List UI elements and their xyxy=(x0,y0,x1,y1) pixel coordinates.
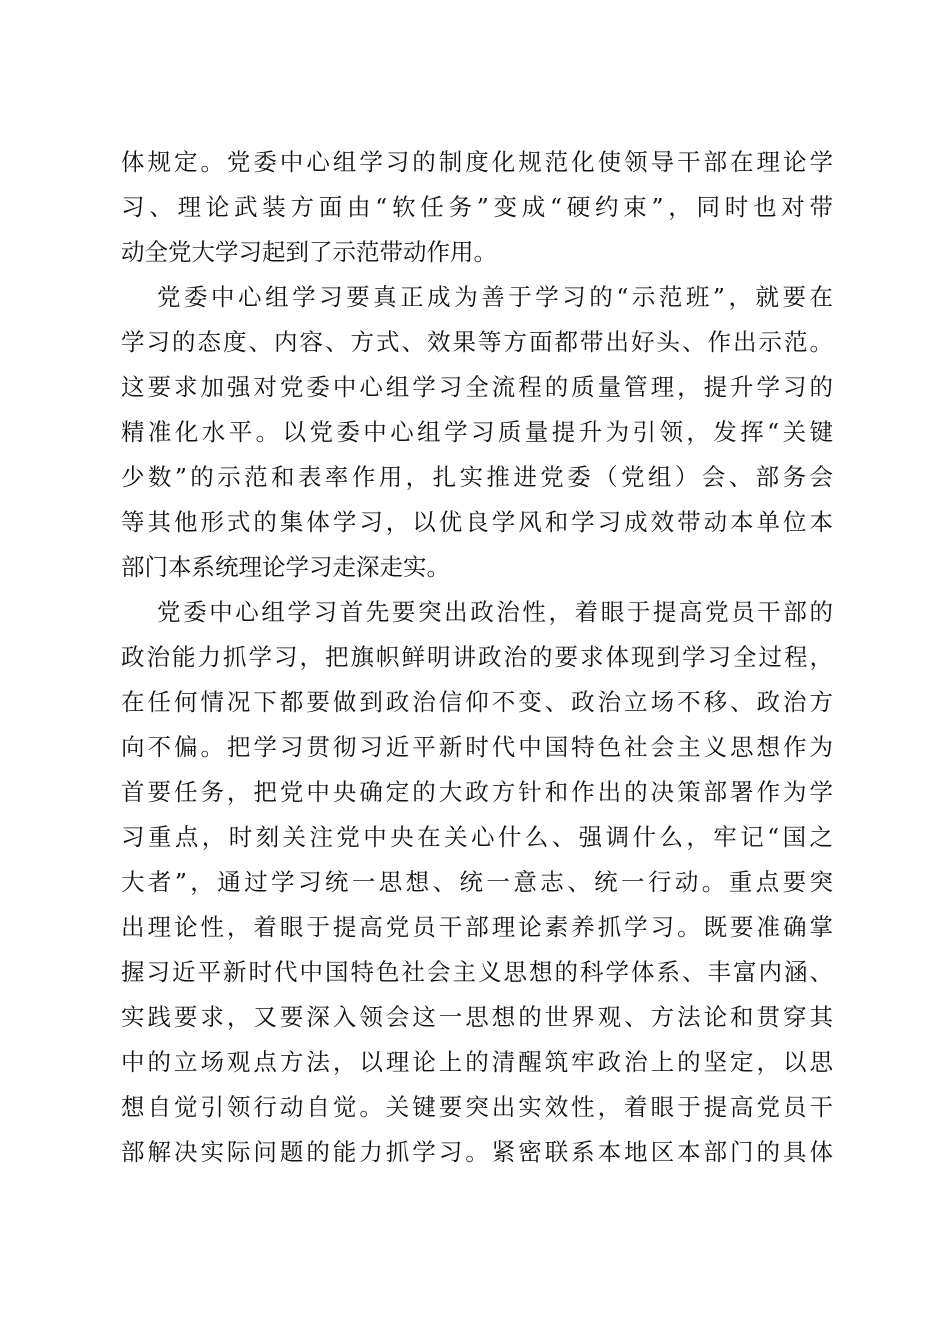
text-line: 首要任务，把党中央确定的大政方针和作出的决策部署作为学 xyxy=(121,778,833,806)
text-line: 向不偏。把学习贯彻习近平新时代中国特色社会主义思想作为 xyxy=(121,733,833,761)
text-line: 等其他形式的集体学习，以优良学风和学习成效带动本单位本 xyxy=(121,508,833,536)
paragraph xyxy=(121,140,833,275)
text-line: 党委中心组学习要真正成为善于学习的“示范班”，就要在 xyxy=(157,283,833,311)
text-line: 想自觉引领行动自觉。关键要突出实效性，着眼于提高党员干 xyxy=(121,1093,833,1121)
text-line: 部门本系统理论学习走深走实。 xyxy=(121,553,450,581)
text-line: 实践要求，又要深入领会这一思想的世界观、方法论和贯穿其 xyxy=(121,1003,833,1031)
text-line: 中的立场观点方法，以理论上的清醒筑牢政治上的坚定，以思 xyxy=(121,1048,833,1076)
text-line: 握习近平新时代中国特色社会主义思想的科学体系、丰富内涵、 xyxy=(121,958,833,986)
paragraph xyxy=(121,275,833,590)
text-line: 习重点，时刻关注党中央在关心什么、强调什么，牢记“国之 xyxy=(121,823,833,851)
text-line: 政治能力抓学习，把旗帜鲜明讲政治的要求体现到学习全过程， xyxy=(121,643,833,671)
body-text xyxy=(121,140,833,1175)
text-line: 出理论性，着眼于提高党员干部理论素养抓学习。既要准确掌 xyxy=(121,913,833,941)
text-line: 大者”，通过学习统一思想、统一意志、统一行动。重点要突 xyxy=(121,868,833,896)
text-line: 少数”的示范和表率作用，扎实推进党委（党组）会、部务会 xyxy=(121,463,833,491)
text-line: 动全党大学习起到了示范带动作用。 xyxy=(121,238,497,266)
text-line: 这要求加强对党委中心组学习全流程的质量管理，提升学习的 xyxy=(121,373,833,401)
text-line: 体规定。党委中心组学习的制度化规范化使领导干部在理论学 xyxy=(121,148,833,176)
text-line: 部解决实际问题的能力抓学习。紧密联系本地区本部门的具体 xyxy=(121,1138,833,1166)
text-line: 学习的态度、内容、方式、效果等方面都带出好头、作出示范。 xyxy=(121,328,833,356)
paragraph xyxy=(121,590,833,1175)
text-line: 在任何情况下都要做到政治信仰不变、政治立场不移、政治方 xyxy=(121,688,833,716)
text-line: 习、理论武装方面由“软任务”变成“硬约束”，同时也对带 xyxy=(121,193,833,221)
text-line: 党委中心组学习首先要突出政治性，着眼于提高党员干部的 xyxy=(157,598,833,626)
text-line: 精准化水平。以党委中心组学习质量提升为引领，发挥“关键 xyxy=(121,418,833,446)
